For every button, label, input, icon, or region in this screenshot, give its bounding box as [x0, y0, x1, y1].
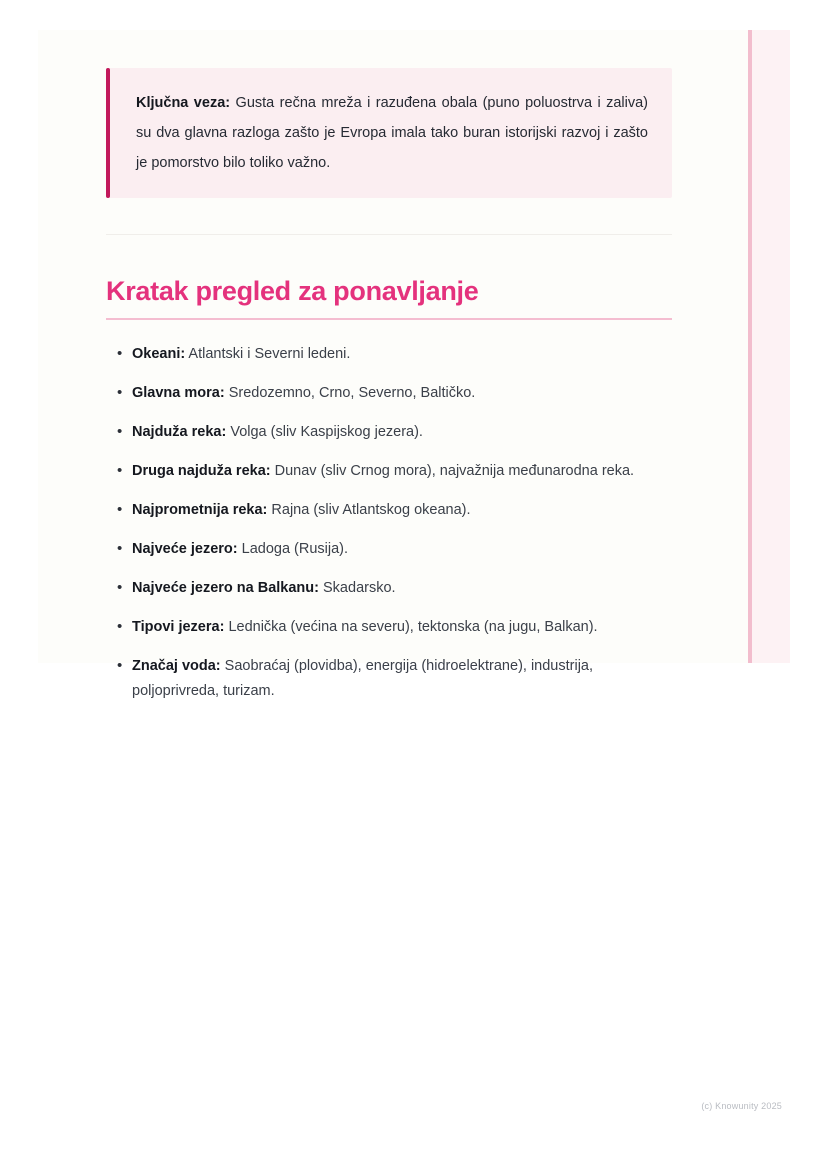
list-item — [106, 459, 672, 484]
list-item — [106, 342, 672, 367]
list-item-text: Ladoga (Rusija). — [241, 541, 349, 558]
document-page-sheet — [38, 30, 790, 700]
key-takeaway-paragraph — [136, 88, 648, 178]
list-item-text: Sredozemno, Crno, Severno, Baltičko. — [228, 385, 476, 402]
list-item-term: Tipovi jezera: — [132, 619, 225, 636]
section-heading-review: Kratak pregled za ponavljanje — [106, 276, 479, 306]
review-summary-list — [106, 342, 672, 704]
list-item — [106, 654, 672, 704]
list-item-term: Najveće jezero: — [132, 541, 238, 558]
list-item-text: Saobraćaj (plovidba), energija (hidroelektrane), industrija, poljoprivreda, turizam. — [132, 658, 594, 700]
list-item-text: Lednička (većina na severu), tektonska (na jugu, Balkan). — [228, 619, 598, 636]
list-item — [106, 615, 672, 640]
list-item — [106, 537, 672, 562]
list-item-term: Najprometnija reka: — [132, 502, 268, 519]
adjacent-page-panel — [748, 30, 790, 663]
callout-accent-bar — [106, 68, 110, 198]
section-divider — [106, 234, 672, 235]
key-takeaway-lead-label: Ključna veza: — [136, 95, 231, 111]
list-item-text: Skadarsko. — [323, 580, 396, 597]
list-item-term: Najveće jezero na Balkanu: — [132, 580, 319, 597]
list-item-text: Volga (sliv Kaspijskog jezera). — [230, 424, 423, 441]
section-heading-underline — [106, 318, 672, 320]
list-item-term: Glavna mora: — [132, 385, 225, 402]
list-item-term: Najduža reka: — [132, 424, 227, 441]
list-item-term: Druga najduža reka: — [132, 463, 271, 480]
list-item-text: Dunav (sliv Crnog mora), najvažnija međunarodna reka. — [274, 463, 635, 480]
key-takeaway-body-text: Gusta rečna mreža i razuđena obala (puno poluostrva i zaliva) su dva glavna razloga zašto je Evropa imala tako buran istorijski razvoj i zašto je pomorstvo bilo toliko važno. — [136, 95, 649, 171]
list-item-text: Rajna (sliv Atlantskog okeana). — [271, 502, 471, 519]
list-item — [106, 498, 672, 523]
list-item-term: Značaj voda: — [132, 658, 221, 675]
page-footer-copyright: (c) Knowunity 2025 — [701, 1101, 782, 1111]
list-item — [106, 576, 672, 601]
list-item-term: Okeani: — [132, 346, 186, 363]
adjacent-page-accent-bar — [748, 30, 752, 663]
content-column — [106, 68, 672, 718]
list-item — [106, 420, 672, 445]
key-takeaway-callout — [106, 68, 672, 198]
list-item — [106, 381, 672, 406]
list-item-text: Atlantski i Severni ledeni. — [188, 346, 351, 363]
